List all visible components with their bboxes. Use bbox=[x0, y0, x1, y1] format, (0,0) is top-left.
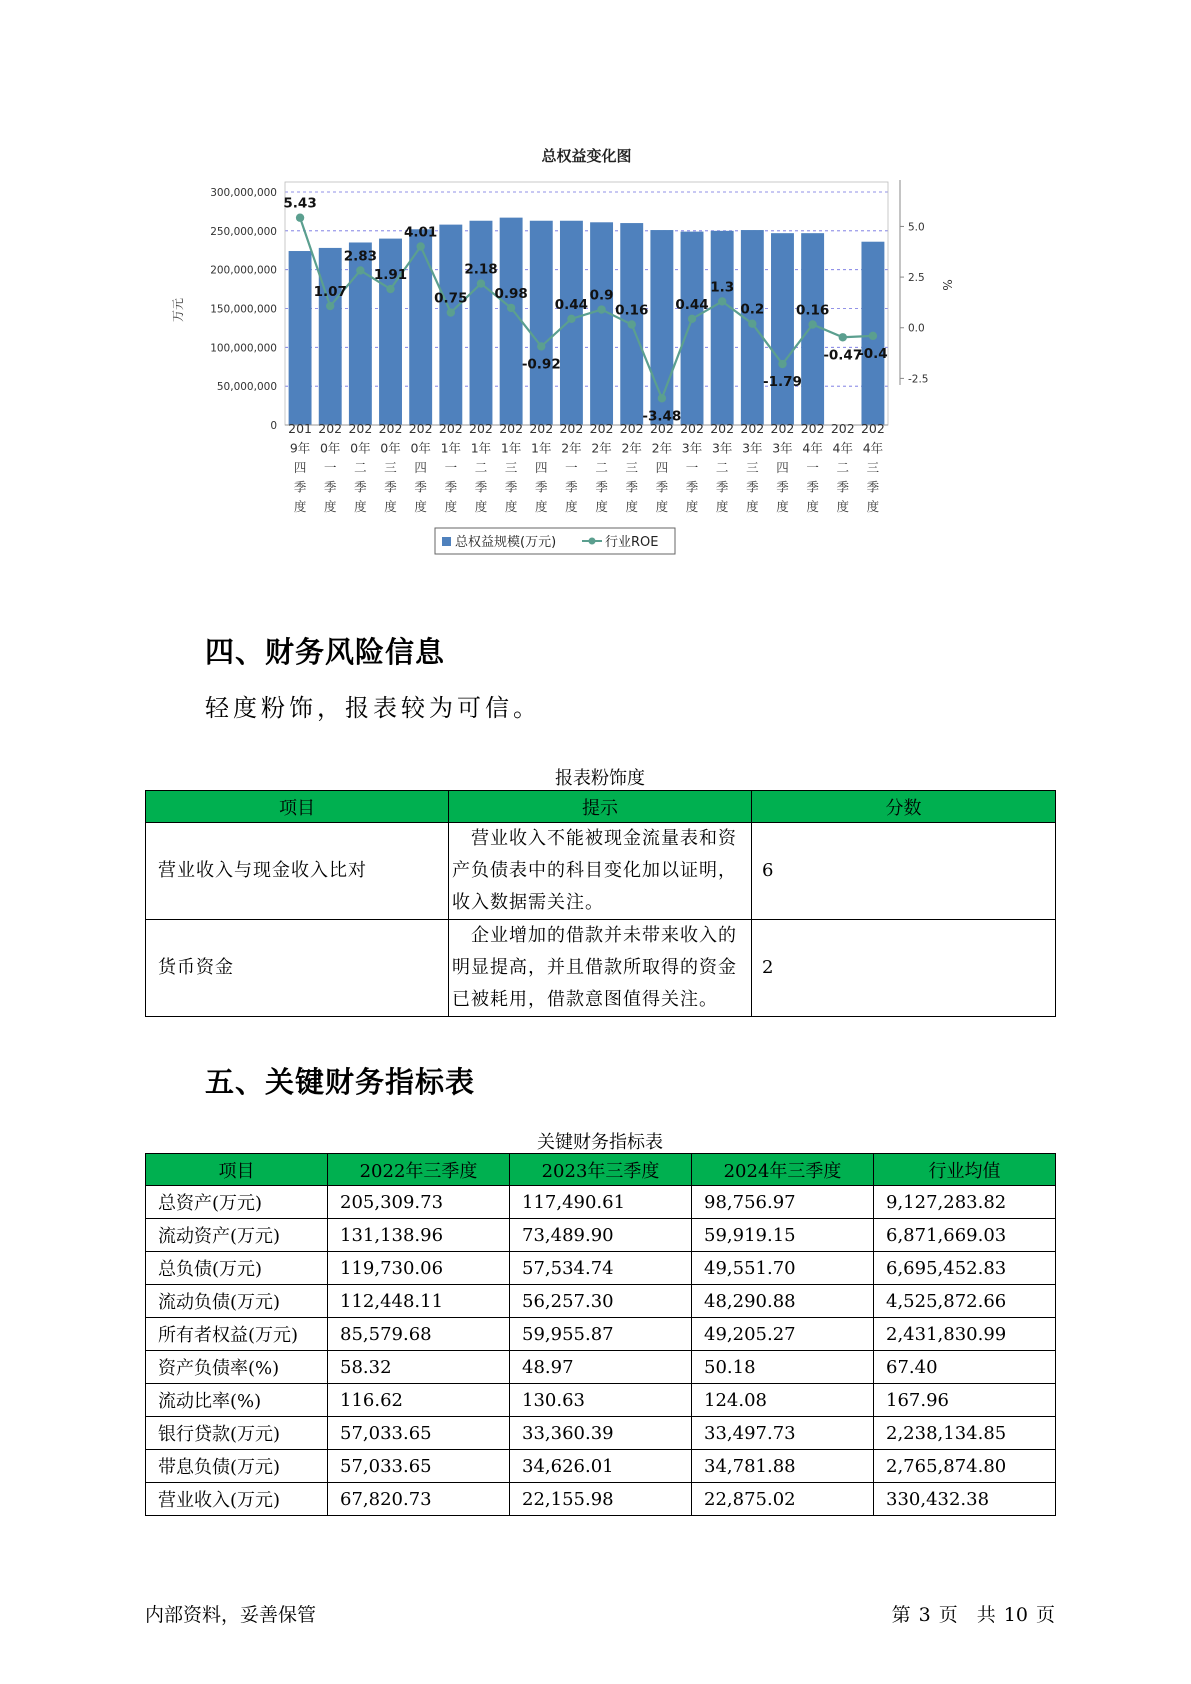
x-tick-label: 三 bbox=[384, 460, 397, 475]
data-label: -1.79 bbox=[763, 374, 802, 391]
y-left-tick-label: 0 bbox=[270, 420, 277, 432]
x-tick-label: 1年 bbox=[470, 440, 492, 456]
x-tick-label: 度 bbox=[715, 499, 729, 514]
x-tick-label: 2年 bbox=[591, 440, 612, 456]
kpi-value-cell: 85,579.68 bbox=[328, 1318, 510, 1351]
x-tick-label: 度 bbox=[625, 499, 638, 514]
x-tick-label: 202 bbox=[408, 421, 433, 436]
x-tick-label: 202 bbox=[800, 421, 825, 436]
y-left-tick-label: 50,000,000 bbox=[216, 381, 277, 394]
bar bbox=[319, 248, 342, 425]
x-tick-label: 季 bbox=[565, 479, 578, 495]
section-title-kpi: 五、关键财务指标表 bbox=[205, 1065, 476, 1099]
roe-point bbox=[628, 320, 636, 328]
x-tick-label: 四 bbox=[535, 460, 548, 475]
x-tick-label: 202 bbox=[619, 421, 644, 436]
x-tick-label: 0年 bbox=[350, 440, 371, 456]
x-tick-label: 0年 bbox=[319, 440, 341, 456]
x-tick-label: 202 bbox=[649, 421, 674, 436]
data-label: 0.2 bbox=[740, 301, 765, 318]
x-tick-label: 202 bbox=[438, 421, 463, 436]
bar bbox=[470, 221, 493, 425]
x-tick-label: 202 bbox=[740, 421, 765, 436]
data-label: 2.18 bbox=[464, 261, 498, 278]
x-tick-label: 202 bbox=[469, 421, 493, 436]
risk-table bbox=[145, 790, 1056, 1017]
x-tick-label: 202 bbox=[680, 421, 704, 436]
risk-item: 货币资金 bbox=[146, 920, 449, 1017]
x-tick-label: 季 bbox=[474, 479, 488, 495]
x-tick-label: 1年 bbox=[440, 440, 462, 456]
y-left-tick-label: 150,000,000 bbox=[210, 303, 277, 316]
x-tick-label: 3年 bbox=[772, 440, 793, 456]
x-tick-label: 四 bbox=[655, 460, 669, 475]
roe-point bbox=[507, 304, 515, 312]
legend-line-marker bbox=[589, 538, 596, 545]
bar bbox=[681, 232, 704, 425]
x-tick-label: 2年 bbox=[561, 440, 582, 456]
kpi-value-cell: 33,360.39 bbox=[510, 1417, 692, 1450]
risk-header-hint: 提示 bbox=[449, 791, 752, 823]
y-left-tick-label: 100,000,000 bbox=[210, 342, 277, 355]
kpi-value-cell: 117,490.61 bbox=[510, 1186, 692, 1219]
chart-title: 总权益变化图 bbox=[541, 147, 632, 165]
x-tick-label: 度 bbox=[595, 499, 608, 514]
table-row bbox=[146, 1417, 1056, 1450]
x-tick-label: 202 bbox=[770, 421, 795, 436]
x-tick-label: 季 bbox=[776, 479, 789, 495]
risk-score: 6 bbox=[752, 823, 1056, 920]
x-tick-label: 季 bbox=[655, 479, 669, 495]
risk-hint bbox=[449, 823, 752, 920]
x-tick-label: 202 bbox=[710, 421, 735, 436]
kpi-item-cell: 营业收入(万元) bbox=[146, 1483, 328, 1516]
x-tick-label: 202 bbox=[318, 421, 343, 436]
x-tick-label: 季 bbox=[625, 479, 638, 495]
data-label: -0.4 bbox=[858, 345, 888, 362]
x-tick-label: 一 bbox=[323, 460, 337, 475]
x-tick-label: 季 bbox=[746, 479, 759, 495]
x-tick-label: 度 bbox=[504, 499, 518, 514]
x-tick-label: 四 bbox=[776, 460, 789, 475]
kpi-header-cell: 行业均值 bbox=[874, 1154, 1056, 1186]
x-tick-label: 度 bbox=[323, 499, 337, 514]
kpi-item-cell: 带息负债(万元) bbox=[146, 1450, 328, 1483]
x-tick-label: 二 bbox=[474, 460, 488, 475]
x-tick-label: 季 bbox=[444, 479, 458, 495]
x-tick-label: 0年 bbox=[410, 440, 431, 456]
x-tick-label: 度 bbox=[776, 499, 789, 514]
table-row bbox=[146, 1483, 1056, 1516]
x-tick-label: 度 bbox=[293, 499, 307, 514]
roe-point bbox=[718, 297, 726, 305]
x-tick-label: 202 bbox=[499, 421, 524, 436]
footer-note: 内部资料，妥善保管 bbox=[145, 1604, 317, 1626]
x-tick-label: 4年 bbox=[802, 440, 823, 456]
kpi-value-cell: 130.63 bbox=[510, 1384, 692, 1417]
x-tick-label: 202 bbox=[529, 421, 554, 436]
kpi-value-cell: 112,448.11 bbox=[328, 1285, 510, 1318]
x-tick-label: 度 bbox=[685, 499, 699, 514]
x-tick-label: 三 bbox=[504, 460, 518, 475]
roe-point bbox=[808, 320, 816, 328]
kpi-item-cell: 总资产(万元) bbox=[146, 1186, 328, 1219]
bar bbox=[439, 225, 462, 425]
data-label: 1.07 bbox=[313, 284, 347, 301]
kpi-value-cell: 330,432.38 bbox=[874, 1483, 1056, 1516]
kpi-value-cell: 131,138.96 bbox=[328, 1219, 510, 1252]
x-tick-label: 1年 bbox=[531, 440, 552, 456]
x-tick-label: 2年 bbox=[651, 440, 673, 456]
legend-line-label: 行业ROE bbox=[605, 535, 659, 550]
kpi-value-cell: 67.40 bbox=[874, 1351, 1056, 1384]
x-tick-label: 度 bbox=[565, 499, 578, 514]
kpi-value-cell: 58.32 bbox=[328, 1351, 510, 1384]
x-tick-label: 一 bbox=[444, 460, 458, 475]
kpi-value-cell: 67,820.73 bbox=[328, 1483, 510, 1516]
x-tick-label: 度 bbox=[474, 499, 488, 514]
x-tick-label: 季 bbox=[384, 479, 397, 495]
x-tick-label: 9年 bbox=[289, 440, 311, 456]
data-label: 0.44 bbox=[554, 296, 589, 313]
risk-table-caption: 报表粉饰度 bbox=[555, 768, 645, 789]
x-tick-label: 4年 bbox=[862, 440, 884, 456]
kpi-value-cell: 98,756.97 bbox=[692, 1186, 874, 1219]
x-tick-label: 季 bbox=[535, 479, 548, 495]
legend-bar-label: 总权益规模(万元) bbox=[455, 535, 557, 550]
data-label: 0.75 bbox=[434, 290, 468, 307]
y-right-tick-label: -2.5 bbox=[908, 373, 929, 386]
data-label: 0.44 bbox=[675, 296, 709, 313]
kpi-header-cell: 2024年三季度 bbox=[692, 1154, 874, 1186]
data-label: 1.91 bbox=[373, 267, 408, 284]
risk-hint bbox=[449, 920, 752, 1017]
table-row bbox=[146, 1219, 1056, 1252]
risk-hint-line: 收入数据需关注。 bbox=[452, 892, 604, 913]
kpi-value-cell: 57,033.65 bbox=[328, 1450, 510, 1483]
bar bbox=[530, 221, 553, 425]
roe-point bbox=[477, 279, 485, 287]
x-tick-label: 度 bbox=[414, 499, 427, 514]
x-tick-label: 季 bbox=[715, 479, 729, 495]
roe-point bbox=[416, 242, 424, 250]
kpi-value-cell: 6,695,452.83 bbox=[874, 1252, 1056, 1285]
x-tick-label: 202 bbox=[559, 421, 584, 436]
kpi-value-cell: 73,489.90 bbox=[510, 1219, 692, 1252]
table-row bbox=[146, 1384, 1056, 1417]
risk-score: 2 bbox=[752, 920, 1056, 1017]
x-tick-label: 季 bbox=[293, 479, 307, 495]
kpi-value-cell: 22,155.98 bbox=[510, 1483, 692, 1516]
kpi-value-cell: 2,431,830.99 bbox=[874, 1318, 1056, 1351]
data-label: 2.83 bbox=[343, 248, 378, 265]
table-row bbox=[146, 1186, 1056, 1219]
kpi-value-cell: 2,238,134.85 bbox=[874, 1417, 1056, 1450]
kpi-item-cell: 总负债(万元) bbox=[146, 1252, 328, 1285]
roe-point bbox=[386, 285, 394, 293]
kpi-value-cell: 34,626.01 bbox=[510, 1450, 692, 1483]
x-tick-label: 度 bbox=[866, 499, 880, 514]
roe-point bbox=[326, 302, 334, 310]
kpi-item-cell: 流动资产(万元) bbox=[146, 1219, 328, 1252]
kpi-item-cell: 银行贷款(万元) bbox=[146, 1417, 328, 1450]
kpi-value-cell: 48.97 bbox=[510, 1351, 692, 1384]
kpi-value-cell: 205,309.73 bbox=[328, 1186, 510, 1219]
x-tick-label: 度 bbox=[746, 499, 759, 514]
equity-change-chart bbox=[170, 140, 1050, 600]
page-number: 第 3 页 共 10 页 bbox=[891, 1604, 1055, 1626]
roe-point bbox=[567, 315, 575, 323]
x-tick-label: 度 bbox=[836, 499, 850, 514]
kpi-item-cell: 流动比率(%) bbox=[146, 1384, 328, 1417]
risk-header-item: 项目 bbox=[146, 791, 449, 823]
bar bbox=[590, 222, 613, 425]
roe-point bbox=[748, 319, 756, 327]
y-right-tick-label: 2.5 bbox=[908, 272, 925, 285]
kpi-value-cell: 116.62 bbox=[328, 1384, 510, 1417]
data-label: -0.92 bbox=[521, 356, 561, 373]
x-tick-label: 季 bbox=[806, 479, 819, 495]
risk-header-score: 分数 bbox=[752, 791, 1056, 823]
kpi-table-caption: 关键财务指标表 bbox=[537, 1132, 663, 1153]
legend-bar-swatch bbox=[442, 537, 451, 546]
table-row bbox=[146, 1450, 1056, 1483]
x-tick-label: 1年 bbox=[500, 440, 522, 456]
x-tick-label: 201 bbox=[288, 421, 313, 436]
x-tick-label: 季 bbox=[595, 479, 608, 495]
x-tick-label: 一 bbox=[565, 460, 578, 475]
data-label: 0.16 bbox=[615, 302, 649, 319]
x-tick-label: 三 bbox=[625, 460, 638, 475]
y-left-axis-label: 万元 bbox=[171, 297, 185, 323]
data-label: 0.98 bbox=[494, 285, 528, 302]
roe-point bbox=[447, 308, 455, 316]
x-tick-label: 3年 bbox=[742, 440, 763, 456]
x-tick-label: 202 bbox=[860, 421, 885, 436]
kpi-value-cell: 48,290.88 bbox=[692, 1285, 874, 1318]
risk-item: 营业收入与现金收入比对 bbox=[146, 823, 449, 920]
kpi-value-cell: 22,875.02 bbox=[692, 1483, 874, 1516]
kpi-value-cell: 33,497.73 bbox=[692, 1417, 874, 1450]
section-title-risk: 四、财务风险信息 bbox=[205, 635, 446, 669]
kpi-item-cell: 所有者权益(万元) bbox=[146, 1318, 328, 1351]
x-tick-label: 一 bbox=[685, 460, 699, 475]
risk-hint-line: 明显提高，并且借款所取得的资金 bbox=[452, 957, 737, 978]
y-right-axis-label: % bbox=[940, 279, 954, 291]
roe-point bbox=[597, 305, 605, 313]
x-tick-label: 3年 bbox=[711, 440, 733, 456]
x-tick-label: 季 bbox=[836, 479, 850, 495]
data-label: 0.9 bbox=[589, 287, 614, 304]
data-label: 4.01 bbox=[404, 224, 438, 241]
x-tick-label: 2年 bbox=[621, 440, 642, 456]
roe-point bbox=[839, 333, 847, 341]
table-row bbox=[146, 823, 1056, 920]
roe-point bbox=[356, 266, 364, 274]
roe-point bbox=[778, 360, 786, 368]
x-tick-label: 3年 bbox=[681, 440, 703, 456]
x-tick-label: 度 bbox=[444, 499, 458, 514]
table-row bbox=[146, 920, 1056, 1017]
x-tick-label: 二 bbox=[354, 460, 367, 475]
risk-hint-line: 产负债表中的科目变化加以证明， bbox=[452, 860, 737, 881]
table-row bbox=[146, 1318, 1056, 1351]
kpi-value-cell: 167.96 bbox=[874, 1384, 1056, 1417]
data-label: -0.47 bbox=[823, 347, 863, 364]
y-left-tick-label: 250,000,000 bbox=[210, 225, 277, 238]
bar bbox=[289, 251, 312, 425]
x-tick-label: 度 bbox=[806, 499, 819, 514]
x-tick-label: 202 bbox=[348, 421, 373, 436]
x-tick-label: 度 bbox=[655, 499, 669, 514]
x-tick-label: 二 bbox=[595, 460, 608, 475]
risk-hint-line: 营业收入不能被现金流量表和资 bbox=[452, 828, 737, 849]
x-tick-label: 度 bbox=[354, 499, 367, 514]
kpi-value-cell: 4,525,872.66 bbox=[874, 1285, 1056, 1318]
x-tick-label: 季 bbox=[354, 479, 367, 495]
kpi-value-cell: 59,955.87 bbox=[510, 1318, 692, 1351]
kpi-value-cell: 59,919.15 bbox=[692, 1219, 874, 1252]
x-tick-label: 0年 bbox=[380, 440, 401, 456]
kpi-value-cell: 34,781.88 bbox=[692, 1450, 874, 1483]
kpi-value-cell: 49,205.27 bbox=[692, 1318, 874, 1351]
x-tick-label: 三 bbox=[746, 460, 759, 475]
kpi-header-cell: 项目 bbox=[146, 1154, 328, 1186]
table-row bbox=[146, 1285, 1056, 1318]
kpi-value-cell: 57,033.65 bbox=[328, 1417, 510, 1450]
x-tick-label: 四 bbox=[414, 460, 427, 475]
x-tick-label: 二 bbox=[836, 460, 850, 475]
x-tick-label: 季 bbox=[323, 479, 337, 495]
x-tick-label: 202 bbox=[589, 421, 614, 436]
kpi-value-cell: 9,127,283.82 bbox=[874, 1186, 1056, 1219]
kpi-header-cell: 2023年三季度 bbox=[510, 1154, 692, 1186]
kpi-item-cell: 资产负债率(%) bbox=[146, 1351, 328, 1384]
x-tick-label: 度 bbox=[384, 499, 397, 514]
x-tick-label: 三 bbox=[866, 460, 880, 475]
kpi-value-cell: 49,551.70 bbox=[692, 1252, 874, 1285]
x-tick-label: 一 bbox=[806, 460, 819, 475]
roe-point bbox=[296, 214, 304, 222]
data-label: -3.48 bbox=[642, 408, 682, 425]
x-tick-label: 202 bbox=[378, 421, 403, 436]
roe-point bbox=[869, 332, 877, 340]
data-label: 0.16 bbox=[795, 302, 830, 319]
kpi-value-cell: 57,534.74 bbox=[510, 1252, 692, 1285]
roe-point bbox=[658, 394, 666, 402]
bar bbox=[771, 233, 794, 425]
roe-point bbox=[688, 315, 696, 323]
data-label: 1.3 bbox=[710, 279, 735, 296]
risk-hint-line: 企业增加的借款并未带来收入的 bbox=[452, 925, 737, 946]
x-tick-label: 季 bbox=[685, 479, 699, 495]
x-tick-label: 202 bbox=[830, 421, 855, 436]
x-tick-label: 4年 bbox=[832, 440, 854, 456]
x-tick-label: 度 bbox=[535, 499, 548, 514]
kpi-table bbox=[145, 1153, 1056, 1516]
bar bbox=[711, 231, 734, 425]
kpi-value-cell: 119,730.06 bbox=[328, 1252, 510, 1285]
x-tick-label: 四 bbox=[293, 460, 307, 475]
table-row bbox=[146, 1252, 1056, 1285]
y-left-tick-label: 300,000,000 bbox=[210, 187, 277, 199]
x-tick-label: 季 bbox=[504, 479, 518, 495]
kpi-value-cell: 50.18 bbox=[692, 1351, 874, 1384]
risk-summary: 轻度粉饰，报表较为可信。 bbox=[205, 694, 541, 722]
risk-hint-line: 已被耗用，借款意图值得关注。 bbox=[452, 989, 718, 1010]
roe-point bbox=[537, 342, 545, 350]
bar bbox=[500, 218, 523, 425]
y-right-tick-label: 0.0 bbox=[908, 322, 925, 335]
x-tick-label: 二 bbox=[715, 460, 729, 475]
x-tick-label: 季 bbox=[866, 479, 880, 495]
kpi-value-cell: 2,765,874.80 bbox=[874, 1450, 1056, 1483]
kpi-value-cell: 6,871,669.03 bbox=[874, 1219, 1056, 1252]
data-label: 5.43 bbox=[283, 195, 317, 212]
kpi-item-cell: 流动负债(万元) bbox=[146, 1285, 328, 1318]
y-left-tick-label: 200,000,000 bbox=[210, 264, 277, 277]
kpi-header-cell: 2022年三季度 bbox=[328, 1154, 510, 1186]
x-tick-label: 季 bbox=[414, 479, 427, 495]
kpi-value-cell: 124.08 bbox=[692, 1384, 874, 1417]
table-row bbox=[146, 1351, 1056, 1384]
kpi-value-cell: 56,257.30 bbox=[510, 1285, 692, 1318]
y-right-tick-label: 5.0 bbox=[908, 221, 925, 234]
